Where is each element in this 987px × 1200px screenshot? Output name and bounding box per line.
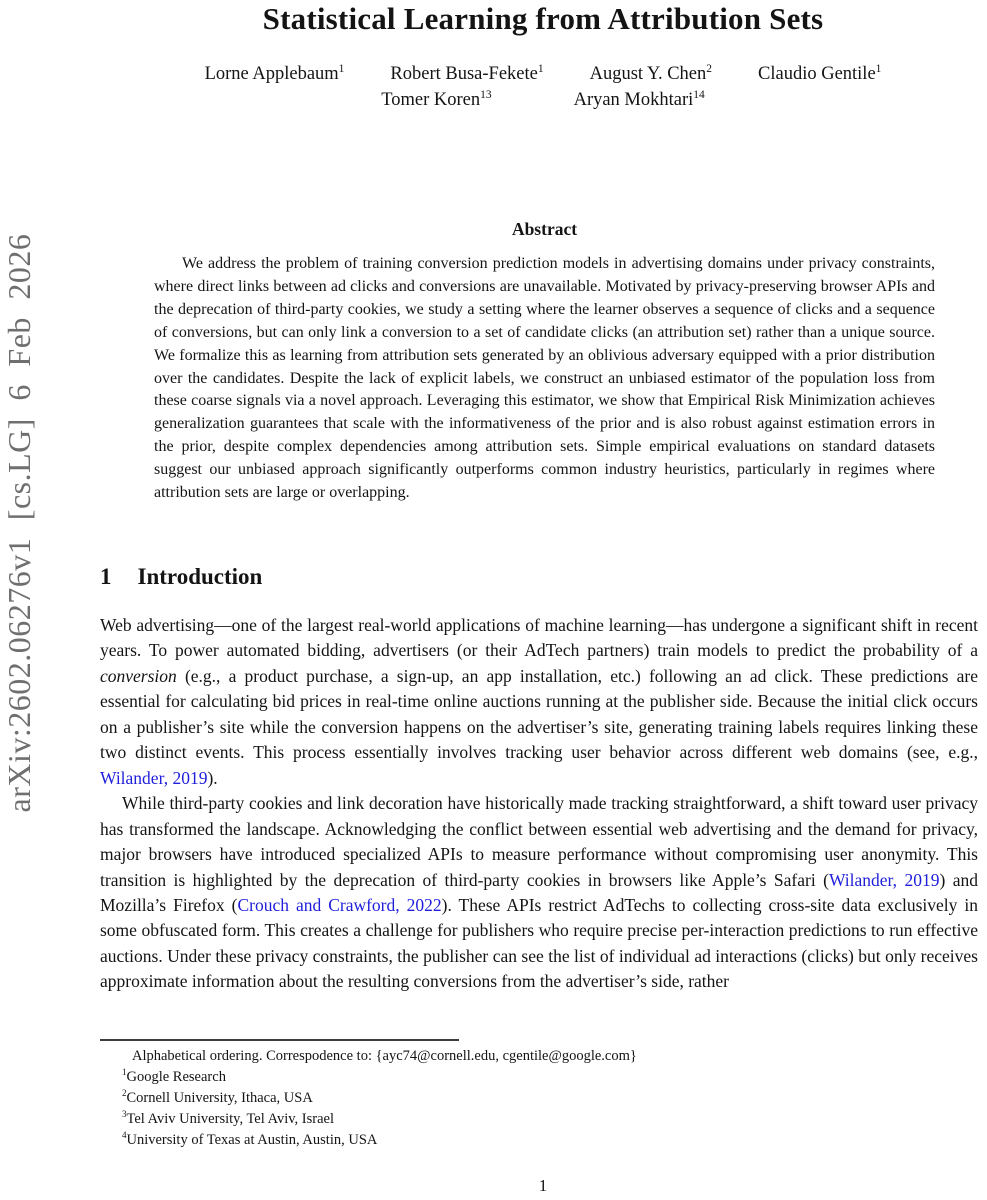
citation-link[interactable]: Wilander, 2019 — [828, 869, 940, 890]
section-number: 1 — [100, 564, 112, 589]
footnote-text: Cornell University, Ithaca, USA — [126, 1090, 313, 1106]
author-name: Claudio Gentile — [758, 64, 876, 84]
author-affiliation-sup: 14 — [693, 88, 705, 101]
footnote-text: Google Research — [126, 1069, 226, 1085]
emphasized-term: conversion — [100, 665, 177, 686]
footnote-number: 1 — [122, 1067, 127, 1078]
footnote-item — [100, 1109, 978, 1130]
abstract-section — [154, 219, 935, 505]
author — [390, 64, 543, 85]
author — [381, 90, 491, 111]
author-name: Tomer Koren — [381, 90, 481, 110]
author — [758, 64, 881, 85]
paper-header — [100, 0, 986, 111]
body-text: Web advertising—one of the largest real-world applications of machine learning—has undergone a significant shift in recent years. To power automated bidding, advertisers (or their AdTech partners) train models to predict the probability of a — [100, 615, 978, 661]
author — [205, 64, 345, 85]
author-affiliation-sup: 1 — [537, 62, 544, 75]
author-row-2 — [100, 90, 986, 111]
author-name: August Y. Chen — [589, 64, 707, 84]
author-affiliation-sup: 2 — [706, 62, 712, 75]
abstract-heading: Abstract — [511, 219, 578, 239]
author-affiliation-sup: 1 — [338, 62, 345, 75]
abstract-text: We address the problem of training conversion prediction models in advertising domains under privacy constraints, where direct links between ad clicks and conversions are unavailable. Motivated by privacy-preserving browser APIs and the deprecation of third-party cookies, we study a setting where the learner observes a sequence of clicks and a sequence of conversions, but can only link a conversion to a set of candidate clicks (an attribution set) rather than a unique source. We formalize this as learning from attribution sets generated by an oblivious adversary equipped with a prior distribution over the candidates. Despite the lack of explicit labels, we construct an unbiased estimator of the population loss from these coarse signals via a novel approach. Leveraging this estimator, we show that Empirical Risk Minimization achieves generalization guarantees that scale with the informativeness of the prior and is also robust against estimation errors in the prior, despite complex dependencies among attribution sets. Simple empirical evaluations on standard datasets suggest our unbiased approach significantly outperforms common industry heuristics, particularly in regimes where attribution sets are large or overlapping. — [154, 255, 935, 502]
footnote-block — [100, 1039, 978, 1151]
footnote-correspondence: Alphabetical ordering. Correspodence to: {ayc74@cornell.edu, cgentile@google.com} — [132, 1048, 637, 1064]
section-heading — [100, 564, 978, 590]
body-text: While third-party cookies and link decoration have historically made tracking straightforward, a shift toward user privacy has transformed the landscape. Acknowledging the conflict between essential web advertising and the demand for privacy, major browsers have introduced specialized APIs to measure performance without compromising user anonymity. This transition is highlighted by the deprecation of third-party cookies in browsers like Apple’s Safari ( — [100, 793, 978, 890]
body-paragraph — [100, 613, 978, 791]
footnote-item — [100, 1088, 978, 1109]
footnote-number: 4 — [122, 1130, 127, 1141]
body-text: ). These APIs restrict AdTechs to collecting cross-site data exclusively in some obfuscated form. This creates a challenge for publishers who require precise per-interaction predictions to run effective auctions. Under these privacy constraints, the publisher can see the list of individual ad interactions (clicks) but only receives approximate information about the resulting conversions from the advertiser’s side, rather — [100, 894, 978, 992]
body-text: (e.g., a product purchase, a sign-up, an app installation, etc.) following an ad click. These predictions are essential for calculating bid prices in real-time online auctions running at the publisher side. Because the initial click occurs on a publisher’s site while the conversion happens on the advertiser’s site, generating training labels requires linking these two distinct events. This process essentially involves tracking user behavior across different web domains (see, e.g., — [100, 665, 978, 763]
author-affiliation-sup: 13 — [480, 88, 492, 101]
author-name: Robert Busa-Fekete — [390, 64, 538, 84]
citation-link[interactable]: Crouch and Crawford, 2022 — [237, 894, 442, 915]
footnote-text: Tel Aviv University, Tel Aviv, Israel — [126, 1111, 335, 1127]
author-row-1 — [100, 64, 986, 85]
footnote-text: University of Texas at Austin, Austin, USA — [126, 1132, 378, 1148]
arxiv-watermark: arXiv:2602.06276v1 [cs.LG] 6 Feb 2026 — [1, 233, 37, 813]
footnote-item — [100, 1067, 978, 1088]
body-text: ) and Mozilla’s Firefox ( — [100, 869, 979, 915]
body-paragraph — [100, 791, 978, 995]
footnote-number: 3 — [122, 1109, 127, 1120]
introduction-section — [100, 564, 978, 995]
section-title: Introduction — [137, 564, 263, 589]
author-name: Aryan Mokhtari — [573, 90, 694, 110]
author-name: Lorne Applebaum — [204, 64, 339, 84]
footnote-number: 2 — [122, 1088, 127, 1099]
citation-link[interactable]: Wilander, 2019 — [100, 767, 208, 788]
author-affiliation-sup: 1 — [875, 62, 882, 75]
footnote-item — [100, 1130, 978, 1151]
author — [574, 90, 705, 111]
page-number: 1 — [538, 1176, 548, 1195]
author — [590, 64, 712, 85]
body-paragraphs — [100, 613, 978, 995]
footnote-rule — [100, 1039, 459, 1041]
body-text: ). — [207, 767, 218, 788]
footnote-items — [100, 1067, 978, 1151]
paper-title: Statistical Learning from Attribution Sets — [262, 1, 824, 36]
